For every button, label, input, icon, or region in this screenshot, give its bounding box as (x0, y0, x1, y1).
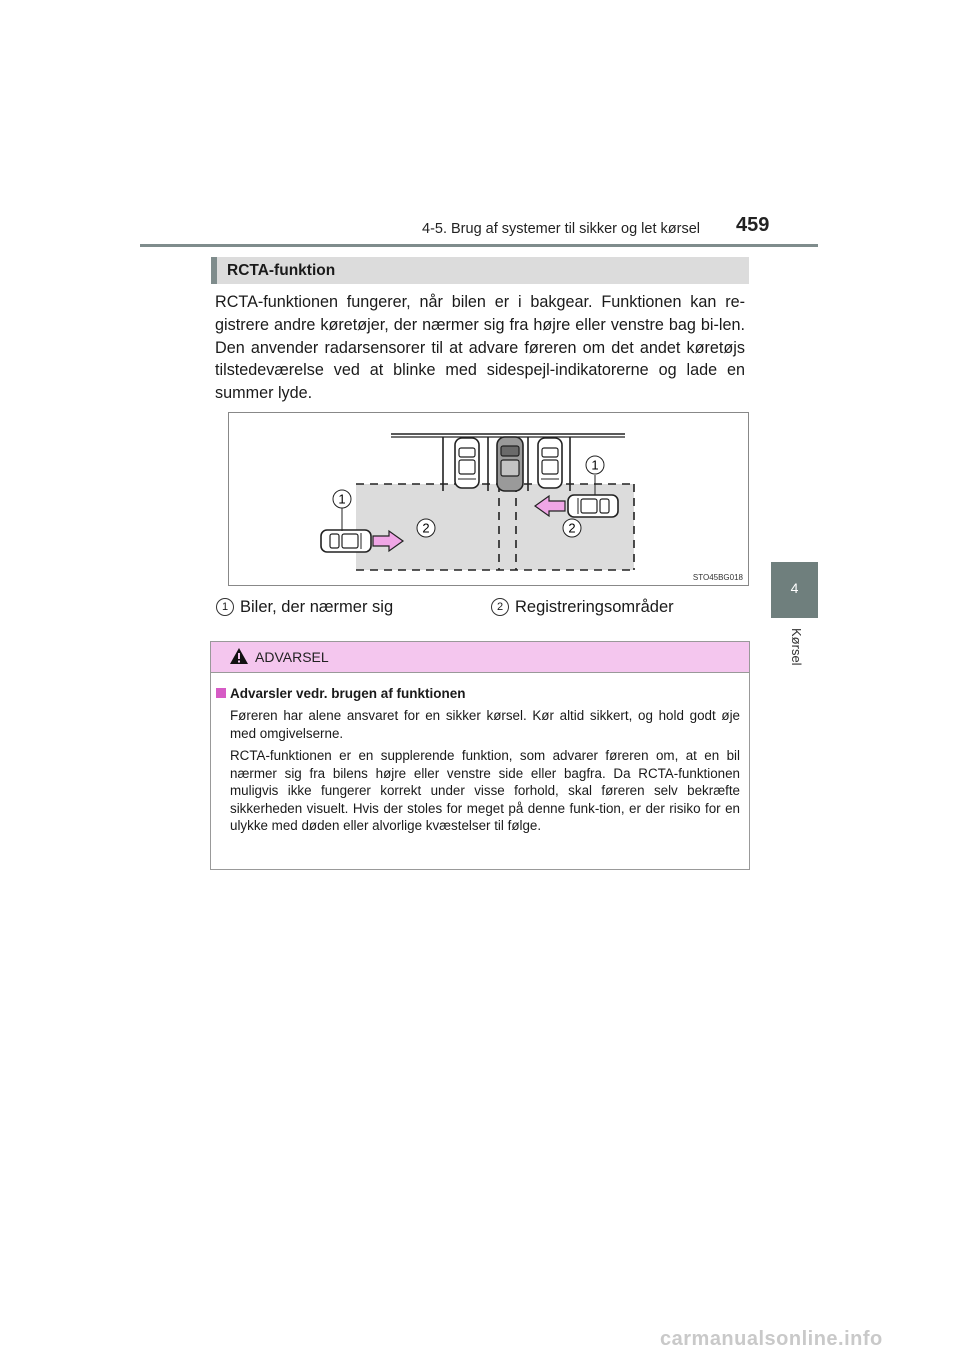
legend-number: 2 (491, 598, 509, 616)
chapter-tab-label: Kørsel (789, 628, 804, 666)
watermark: carmanualsonline.info (660, 1328, 883, 1350)
approaching-car-right (568, 495, 618, 517)
svg-text:1: 1 (591, 457, 599, 473)
svg-text:2: 2 (422, 520, 430, 536)
bullet-square-icon (216, 688, 226, 698)
svg-text:2: 2 (568, 520, 576, 536)
parked-car (455, 438, 479, 488)
detection-zone-left (356, 484, 516, 570)
warning-paragraph: RCTA-funktionen er en supplerende funktion, som advarer føreren om, at en bil nærmer sig fra bilens højre eller venstre side eller bagfra. Da RCTA-funktionen muligvis ikke fungerer korrekt under visse forhold, skal føreren selv bekræfte sikkerheden visuelt. Hvis der stoles for meget på denne funk-tion, er der risiko for en ulykke med døden eller alvorlige kvæstelser til følge. (230, 748, 740, 834)
warning-paragraph: Føreren har alene ansvaret for en sikker kørsel. Kør altid sikkert, og hold godt øje med omgivelserne. (230, 708, 740, 741)
svg-text:1: 1 (338, 491, 346, 507)
intro-paragraph: RCTA-funktionen fungerer, når bilen er i bakgear. Funktionen kan re-gistrere andre køretøjer, der nærmer sig fra højre eller venstre bag bi-len. Den anvender radarsensorer til at advare føreren om det andet køretøjs tilstedeværelse ved at blinke med sidespejl-indikatorerne og lade en summer lyde. (215, 293, 745, 403)
parked-car (538, 438, 562, 488)
legend-label: Biler, der nærmer sig (240, 598, 394, 616)
warning-header (211, 642, 749, 673)
callout-1-right (586, 456, 604, 474)
warning-title: ADVARSEL (255, 649, 329, 665)
approaching-car-left (321, 530, 371, 552)
warning-triangle-icon (229, 647, 249, 665)
callout-2-right (563, 519, 581, 537)
header-divider (140, 244, 818, 247)
own-vehicle-reversing (497, 437, 523, 491)
running-header-section: 4-5. Brug af systemer til sikker og let kørsel (422, 221, 700, 237)
page-number: 459 (736, 214, 770, 236)
warning-subheading: Advarsler vedr. brugen af funktionen (216, 686, 466, 701)
section-title: RCTA-funktion (211, 257, 749, 284)
callout-1-left (333, 490, 351, 508)
rcta-diagram-illustration (229, 413, 750, 587)
legend-item-detection-areas (491, 598, 674, 617)
chapter-tab: 4 (771, 562, 818, 618)
legend-item-approaching-cars (216, 598, 393, 617)
rcta-diagram (228, 412, 749, 586)
callout-2-left (417, 519, 435, 537)
legend-label: Registreringsområder (515, 598, 674, 616)
legend-number: 1 (216, 598, 234, 616)
warning-box (210, 641, 750, 870)
figure-code: STO45BG018 (692, 573, 743, 582)
